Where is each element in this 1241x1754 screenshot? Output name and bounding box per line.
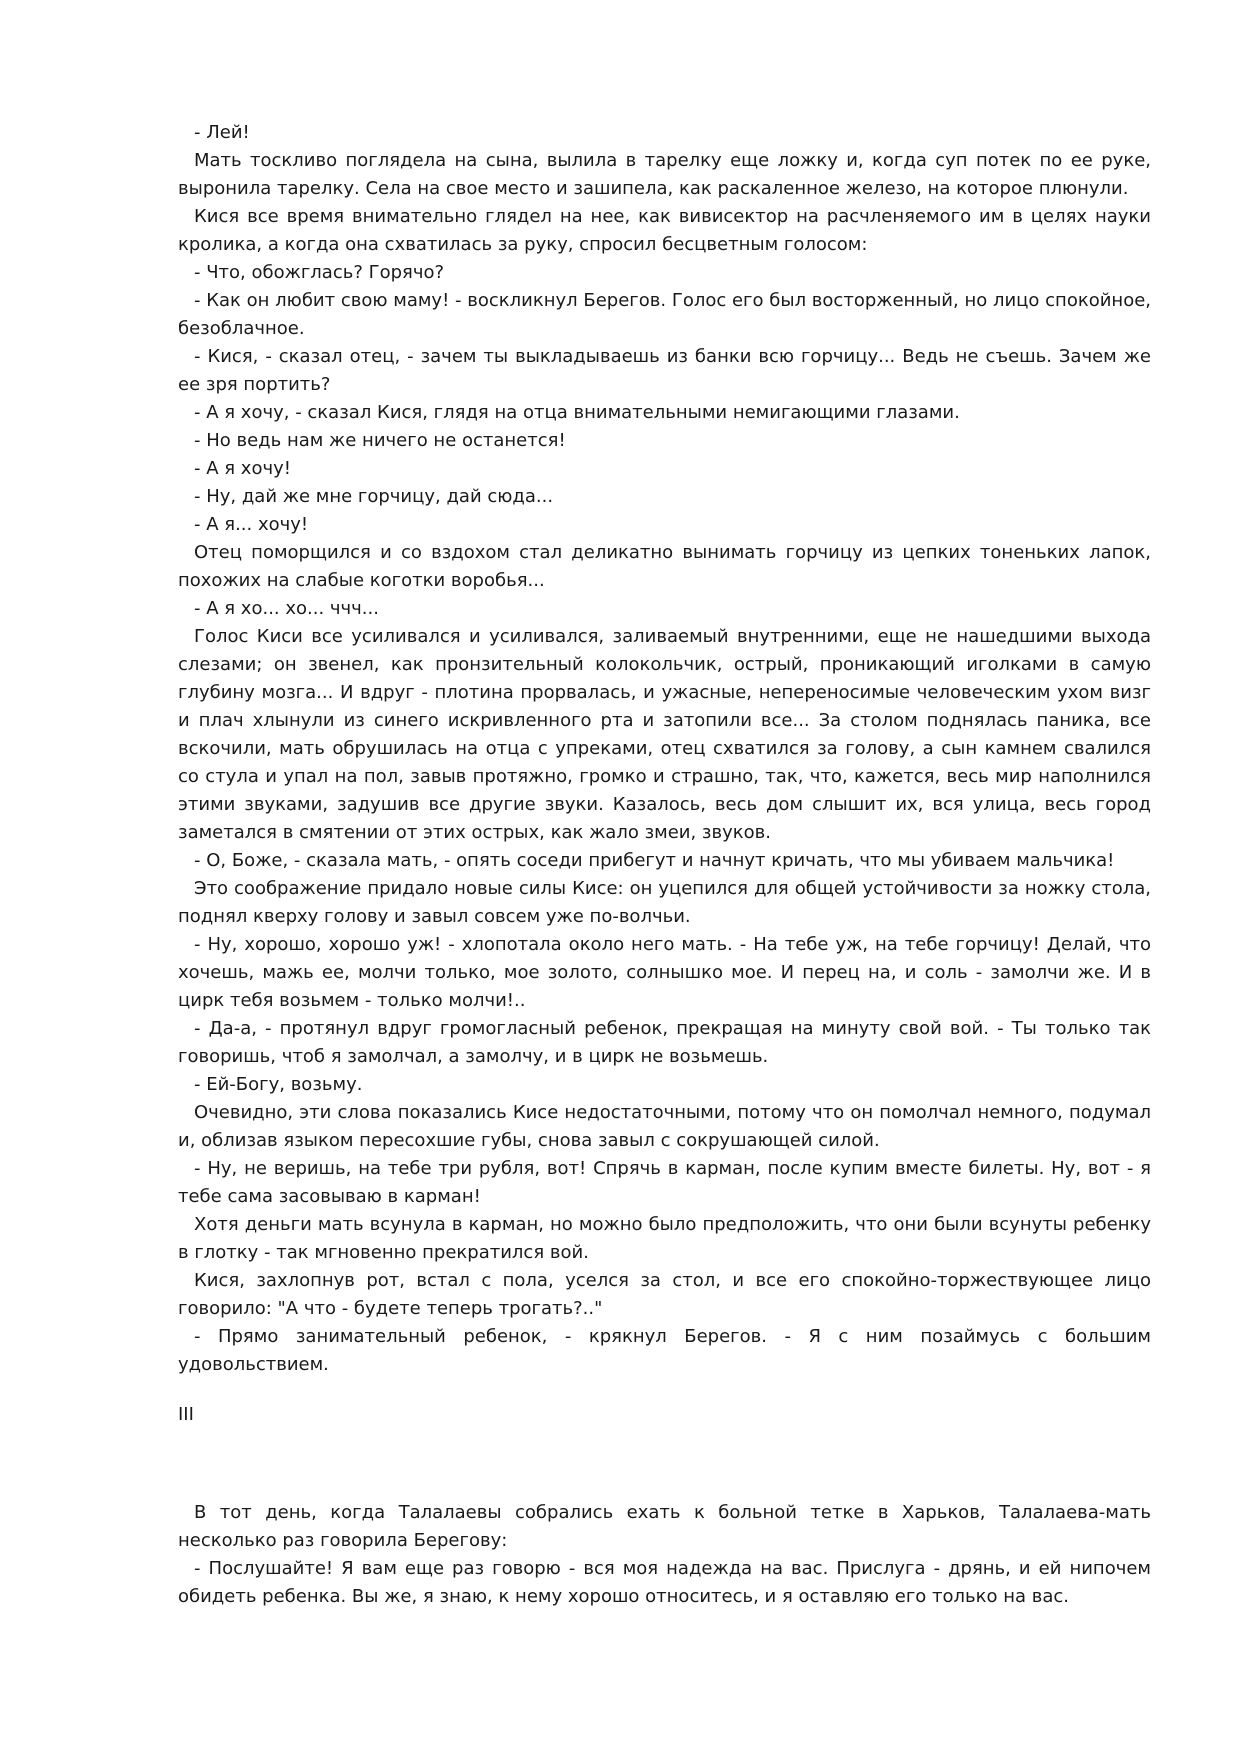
paragraph: - Лей! [194,122,250,143]
paragraph: - Да-а, - протянул вдруг громогласный ребенок, прекращая на минуту свой вой. - Ты только так говоришь, чтоб я замолчал, а замолчу, и в цирк не возьмешь. [178,1018,1151,1067]
paragraph: - А я хо... хо... ччч... [194,598,379,619]
paragraph: - Что, обожглась? Горячо? [194,262,445,283]
paragraph: Это соображение придало новые силы Кисе: он уцепился для общей устойчивости за ножку стола, поднял кверху голову и завыл совсем уже по-волчьи. [178,878,1151,927]
paragraph: В тот день, когда Талалаевы собрались ехать к больной тетке в Харьков, Талалаева-мать несколько раз говорила Берегову: [178,1502,1151,1551]
paragraph: - Ей-Богу, возьму. [194,1074,363,1095]
paragraph: - Но ведь нам же ничего не останется! [194,430,566,451]
paragraph: - Прямо занимательный ребенок, - крякнул Берегов. - Я с ним позаймусь с большим удовольствием. [178,1326,1151,1375]
paragraph: Очевидно, эти слова показались Кисе недостаточными, потому что он помолчал немного, подумал и, облизав языком пересохшие губы, снова завыл с сокрушающей силой. [178,1102,1151,1151]
paragraph: - А я хочу, - сказал Кися, глядя на отца внимательными немигающими глазами. [194,402,960,423]
paragraph: - Ну, дай же мне горчицу, дай сюда... [194,486,554,507]
paragraph: Кися все время внимательно глядел на нее, как вивисектор на расчленяемого им в целях науки кролика, а когда она схватилась за руку, спросил бесцветным голосом: [178,206,1151,255]
paragraph: - А я... хочу! [194,514,309,535]
paragraph: Отец поморщился и со вздохом стал деликатно вынимать горчицу из цепких тоненьких лапок, похожих на слабые коготки воробья... [178,542,1151,591]
paragraph: Кися, захлопнув рот, встал с пола, уселся за стол, и все его спокойно-торжествующее лицо говорило: "А что - будете теперь трогать?.." [178,1270,1151,1319]
paragraph: - А я хочу! [194,458,291,479]
document-page [178,119,1151,1611]
paragraph: - Кися, - сказал отец, - зачем ты выкладываешь из банки всю горчицу... Ведь не съешь. Зачем же ее зря портить? [178,346,1151,395]
paragraph: - О, Боже, - сказала мать, - опять соседи прибегут и начнут кричать, что мы убиваем мальчика! [194,850,1115,871]
paragraph: Голос Киси все усиливался и усиливался, заливаемый внутренними, еще не нашедшими выхода слезами; он звенел, как пронзительный колокольчик, острый, проникающий иголками в самую глубину мозга... И вдруг - плотина прорвалась, и ужасные, непереносимые человеческим ухом визг и плач хлынули из синего искривленного рта и затопили все... За столом поднялась паника, все вскочили, мать обрушилась на отца с упреками, отец схватился за голову, а сын камнем свалился со стула и упал на пол, завыв протяжно, громко и страшно, так, что, кажется, весь мир наполнился этими звуками, задушив все другие звуки. Казалось, весь дом слышит их, вся улица, весь город заметался в смятении от этих острых, как жало змеи, звуков. [178,626,1151,843]
paragraph: - Как он любит свою маму! - воскликнул Берегов. Голос его был восторженный, но лицо спокойное, безоблачное. [178,290,1151,339]
paragraph: Хотя деньги мать всунула в карман, но можно было предположить, что они были всунуты ребенку в глотку - так мгновенно прекратился вой. [178,1214,1151,1263]
paragraph: Мать тоскливо поглядела на сына, вылила в тарелку еще ложку и, когда суп потек по ее руке, выронила тарелку. Села на свое место и зашипела, как раскаленное железо, на которое плюнули. [178,150,1151,199]
text-body-part-1 [178,119,1151,1379]
paragraph: - Послушайте! Я вам еще раз говорю - вся моя надежда на вас. Прислуга - дрянь, и ей нипочем обидеть ребенка. Вы же, я знаю, к нему хорошо относитесь, и я оставляю его только на вас. [178,1558,1151,1607]
paragraph: - Ну, хорошо, хорошо уж! - хлопотала около него мать. - На тебе уж, на тебе горчицу! Делай, что хочешь, мажь ее, молчи только, мое золото, солнышко мое. И перец на, и соль - замолчи же. И в цирк тебя возьмем - только молчи!.. [178,934,1151,1011]
text-body-part-2 [178,1499,1151,1611]
paragraph: - Ну, не веришь, на тебе три рубля, вот! Спрячь в карман, после купим вместе билеты. Ну, вот - я тебе сама засовываю в карман! [178,1158,1151,1207]
chapter-heading: III [178,1404,194,1425]
